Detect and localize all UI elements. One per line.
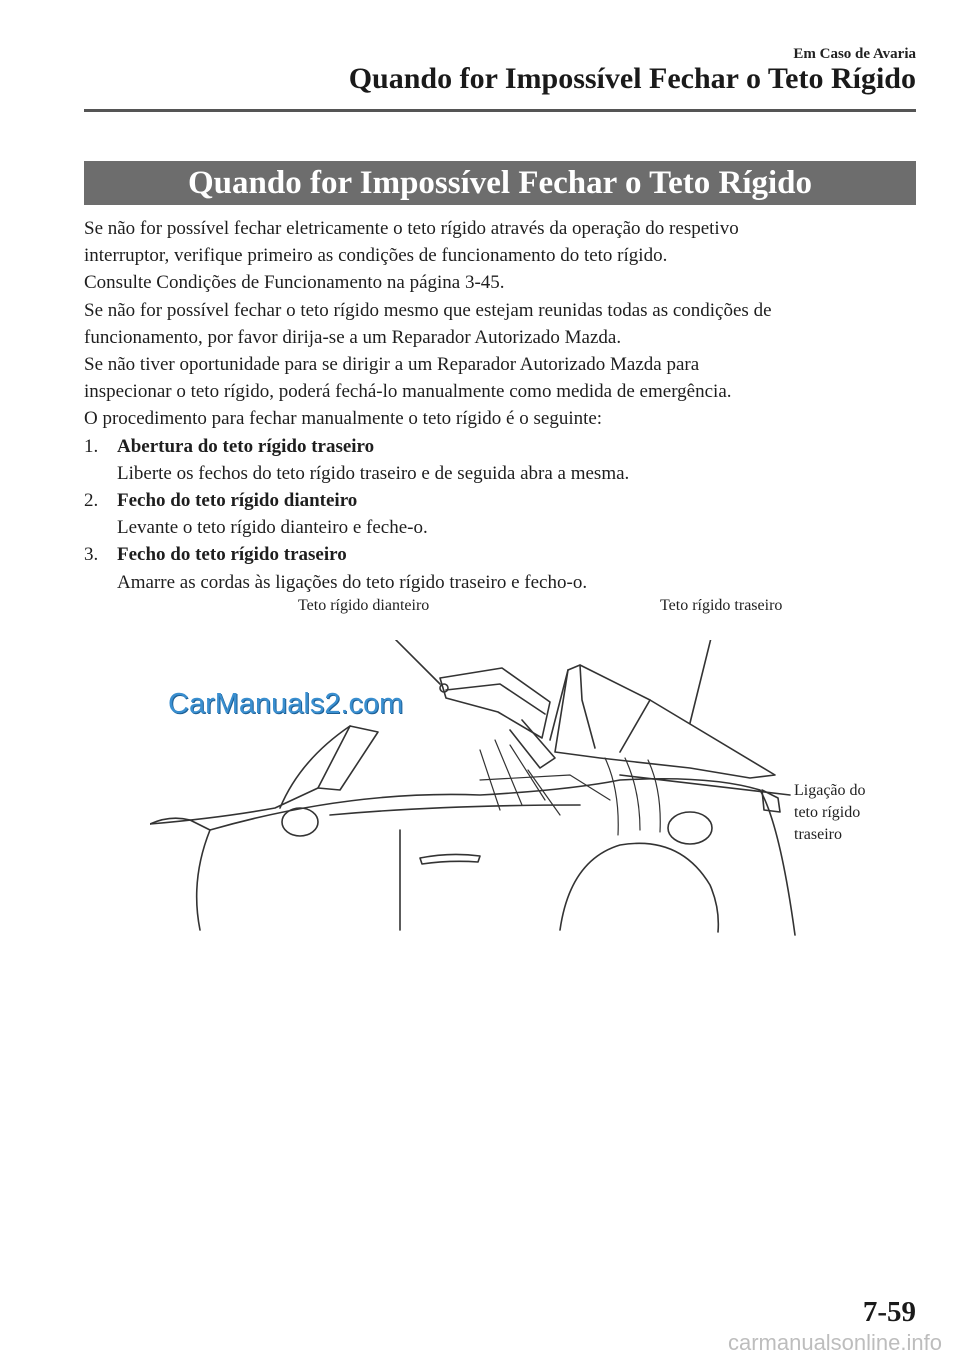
paragraph-line: funcionamento, por favor dirija-se a um Reparador Autorizado Mazda. [84,326,622,348]
convertible-illustration [150,640,810,940]
step-title: Fecho do teto rígido traseiro [117,544,347,566]
mirror-drawing [282,808,318,836]
procedure-step [84,541,916,595]
section-title: Quando for Impossível Fechar o Teto Rígido [84,161,916,205]
running-title: Quando for Impossível Fechar o Teto Rígido [348,62,916,95]
fuel-cap-drawing [668,812,712,844]
paragraph-line: Se não for possível fechar eletricamente o teto rígido através da operação do respetivo [84,218,739,239]
leader-line [690,640,715,723]
step-number: 3. [84,544,99,566]
rear-wheel-arch-drawing [560,843,718,932]
leader-line [378,640,440,684]
procedure-step [84,433,916,487]
procedure-steps [84,433,916,596]
step-description: Levante o teto rígido dianteiro e feche-o. [117,517,428,539]
chapter-label: Em Caso de Avaria [793,46,916,62]
footer-site-link[interactable]: carmanualsonline.info [727,1330,942,1355]
front-hardtop-drawing [440,668,555,768]
rear-hardtop-drawing [550,665,775,778]
callout-line: teto rígido [794,804,861,821]
watermark-logo: CarManuals2.com [168,688,404,720]
step-description: Amarre as cordas às ligações do teto rígido traseiro e fecho-o. [117,571,588,593]
paragraph-line: Consulte Condições de Funcionamento na página 3-45. [84,272,505,294]
callout-front-hardtop: Teto rígido dianteiro [298,597,430,614]
paragraph-line: Se não for possível fechar o teto rígido mesmo que estejam reunidas todas as condições de [84,299,772,321]
procedure-step [84,487,916,541]
paragraph-line: Se não tiver oportunidade para se dirigir a um Reparador Autorizado Mazda para [84,354,700,376]
step-description: Liberte os fechos do teto rígido traseiro e de seguida abra a mesma. [117,462,630,484]
page-number: 7-59 [862,1296,916,1328]
door-handle-drawing [420,854,480,864]
callout-line: Ligação do [794,782,866,799]
callout-line: traseiro [794,826,842,843]
car-body-drawing [150,779,795,935]
callout-rear-hardtop: Teto rígido traseiro [660,597,783,614]
paragraph-line: inspecionar o teto rígido, poderá fechá-lo manualmente como medida de emergência. [84,381,732,403]
body-text [84,215,916,596]
header-rule [84,109,916,112]
step-number: 1. [84,435,99,457]
paragraph-line: O procedimento para fechar manualmente o teto rígido é o seguinte: [84,408,603,430]
step-title: Abertura do teto rígido traseiro [117,435,375,457]
paragraph-line: interruptor, verifique primeiro as condições de funcionamento do teto rígido. [84,245,668,267]
step-number: 2. [84,490,99,512]
step-title: Fecho do teto rígido dianteiro [117,490,358,512]
